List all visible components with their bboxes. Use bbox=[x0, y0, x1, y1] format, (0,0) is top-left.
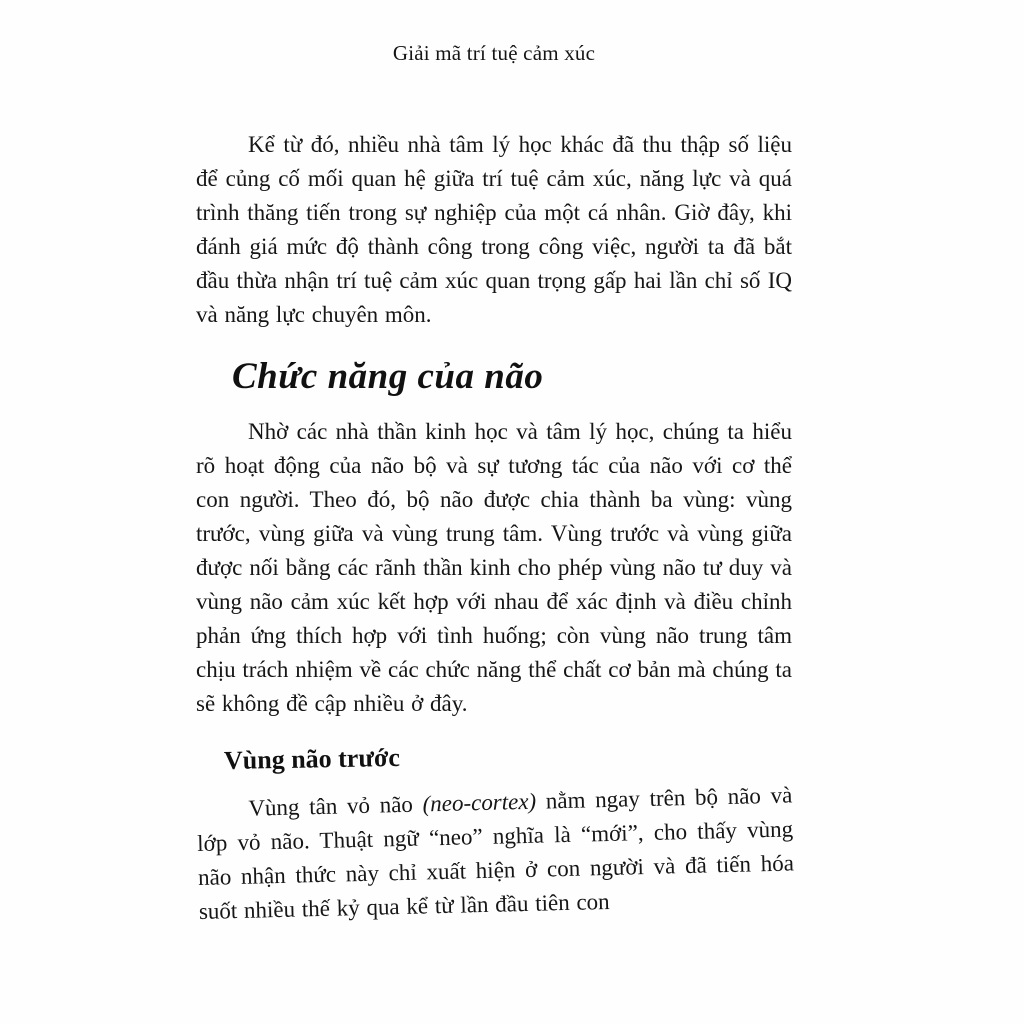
running-header: Giải mã trí tuệ cảm xúc bbox=[392, 41, 596, 65]
subsection-paragraph bbox=[196, 778, 795, 929]
section-heading: Chức năng của não bbox=[232, 356, 544, 397]
subsection-paragraph-end: nằm ngay trên bộ não và lớp vỏ não. Thuật ngữ “neo” nghĩa là “mới”, cho thấy vùng não nhận thức này chỉ xuất hiện ở con người và đã tiến hóa suốt nhiều thế kỷ qua kể từ lần đầu tiên con bbox=[196, 782, 795, 924]
subsection-heading: Vùng não trước bbox=[223, 742, 401, 775]
neo-cortex-italic-term: (neo-cortex) bbox=[422, 788, 537, 817]
section-paragraph: Nhờ các nhà thần kinh học và tâm lý học, chúng ta hiểu rõ hoạt động của não bộ và sự tương tác của não với cơ thể con người. Theo đó, bộ não được chia thành ba vùng: vùng trước, vùng giữa và vùng trung tâm. Vùng trước và vùng giữa được nối bằng các rãnh thần kinh cho phép vùng não tư duy và vùng não cảm xúc kết hợp với nhau để xác định và điều chỉnh phản ứng thích hợp với tình huống; còn vùng não trung tâm chịu trách nhiệm về các chức năng thể chất cơ bản mà chúng ta sẽ không đề cập nhiều ở đây. bbox=[196, 419, 792, 716]
subsection-paragraph-start: Vùng tân vỏ não bbox=[248, 791, 423, 821]
text-column bbox=[196, 40, 795, 929]
intro-paragraph: Kể từ đó, nhiều nhà tâm lý học khác đã thu thập số liệu để củng cố mối quan hệ giữa trí tuệ cảm xúc, năng lực và quá trình thăng tiến trong sự nghiệp của một cá nhân. Giờ đây, khi đánh giá mức độ thành công trong công việc, người ta đã bắt đầu thừa nhận trí tuệ cảm xúc quan trọng gấp hai lần chỉ số IQ và năng lực chuyên môn. bbox=[196, 132, 792, 327]
